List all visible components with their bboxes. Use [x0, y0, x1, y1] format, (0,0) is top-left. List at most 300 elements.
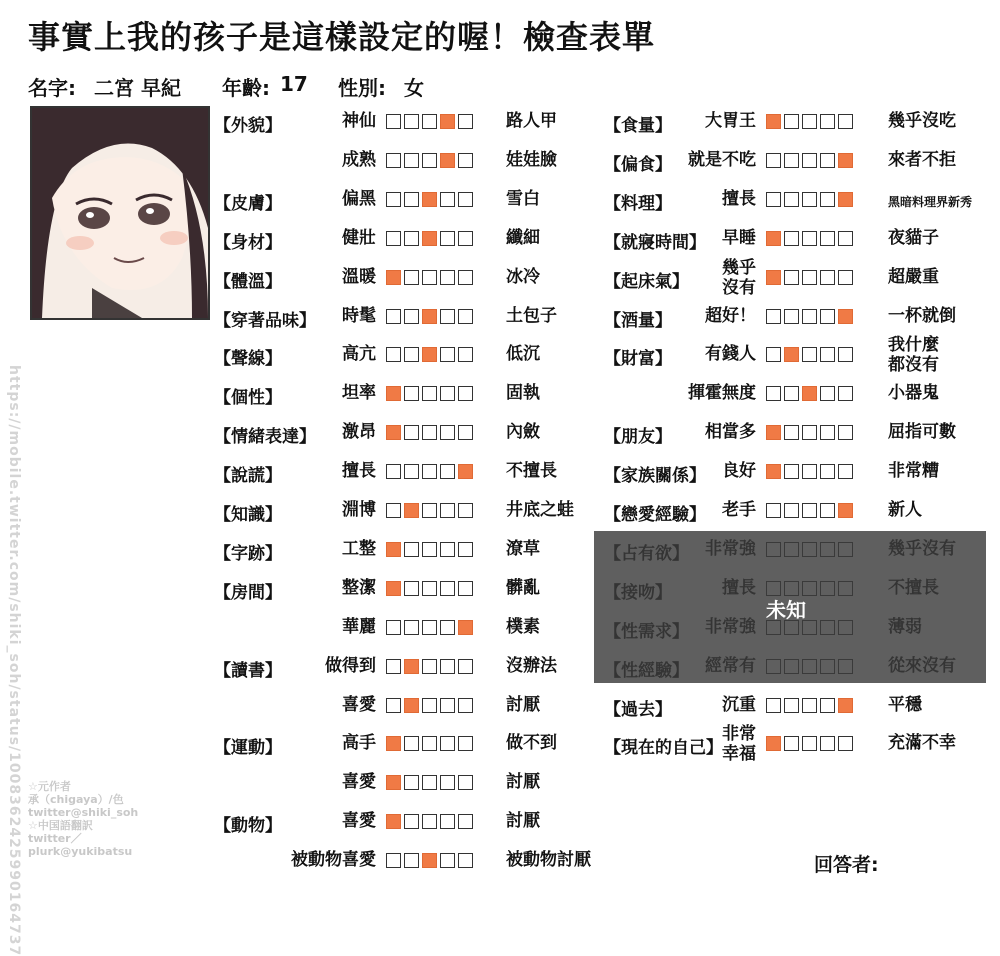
- category-label: 【酒量】: [604, 310, 672, 331]
- left-option-label: 成熟: [342, 149, 376, 170]
- rating-box-selected[interactable]: [422, 853, 437, 868]
- rating-box-selected[interactable]: [458, 620, 473, 635]
- left-option-label: 超好！: [705, 305, 756, 326]
- rating-box[interactable]: [422, 153, 437, 168]
- rating-scale: [766, 192, 853, 207]
- rating-box[interactable]: [784, 503, 799, 518]
- rating-box[interactable]: [440, 581, 455, 596]
- category-label: 【運動】: [214, 738, 282, 759]
- rating-box[interactable]: [458, 503, 473, 518]
- left-option-label: 坦率: [342, 383, 376, 404]
- rating-box-selected[interactable]: [386, 581, 401, 596]
- rating-scale: [766, 425, 853, 440]
- rating-scale: [386, 542, 473, 557]
- right-option-label: 黑暗料理界新秀: [888, 194, 973, 209]
- rating-box[interactable]: [404, 620, 419, 635]
- left-option-label: 大胃王: [705, 111, 756, 131]
- rating-box[interactable]: [458, 114, 473, 129]
- rating-scale: [766, 386, 853, 401]
- left-option-label: 高手: [342, 733, 376, 754]
- rating-box[interactable]: [422, 425, 437, 440]
- rating-box[interactable]: [422, 581, 437, 596]
- rating-box[interactable]: [404, 775, 419, 790]
- left-option-label: 喜愛: [342, 694, 376, 715]
- rating-scale: [386, 581, 473, 596]
- rating-box[interactable]: [766, 309, 781, 324]
- credits: [28, 780, 138, 858]
- character-portrait: [30, 106, 210, 320]
- rating-box[interactable]: [404, 853, 419, 868]
- rating-box-selected[interactable]: [458, 464, 473, 479]
- rating-box-selected[interactable]: [386, 736, 401, 751]
- left-option-label: 早睡: [722, 227, 756, 248]
- rating-box[interactable]: [386, 659, 401, 674]
- rating-box[interactable]: [422, 620, 437, 635]
- left-option-label: 華麗: [342, 616, 376, 637]
- rating-box[interactable]: [458, 736, 473, 751]
- rating-scale: [386, 192, 473, 207]
- right-option-label: 雪白: [506, 188, 540, 209]
- right-option-label: 平穩: [888, 694, 922, 715]
- rating-box[interactable]: [838, 736, 853, 751]
- rating-box[interactable]: [838, 270, 853, 285]
- rating-box[interactable]: [838, 347, 853, 362]
- rating-scale: [386, 620, 473, 635]
- rating-box[interactable]: [386, 309, 401, 324]
- rating-scale: [386, 309, 473, 324]
- rating-box[interactable]: [386, 503, 401, 518]
- rating-box-selected[interactable]: [404, 503, 419, 518]
- rating-box[interactable]: [440, 698, 455, 713]
- source-url-watermark: https://mobile.twitter.com/shiki_soh/status/1008362425990164737: [6, 365, 22, 956]
- right-option-label: 討厭: [506, 694, 540, 715]
- left-option-label: 淵博: [342, 500, 376, 520]
- rating-box[interactable]: [440, 425, 455, 440]
- rating-box-selected[interactable]: [838, 153, 853, 168]
- category-label: 【過去】: [604, 699, 672, 720]
- rating-box[interactable]: [422, 542, 437, 557]
- right-option-label: 非常糟: [888, 461, 939, 482]
- rating-scale: [386, 464, 473, 479]
- rating-box-selected[interactable]: [422, 309, 437, 324]
- left-option-label: 沉重: [722, 694, 756, 715]
- rating-box[interactable]: [440, 775, 455, 790]
- rating-box[interactable]: [802, 736, 817, 751]
- rating-box[interactable]: [440, 309, 455, 324]
- rating-scale: [386, 425, 473, 440]
- rating-box[interactable]: [820, 270, 835, 285]
- credit-line: twitter／: [28, 832, 82, 845]
- right-option-label: 討厭: [506, 811, 540, 832]
- rating-box-selected[interactable]: [766, 425, 781, 440]
- credit-line: 承（chigaya）/色: [28, 793, 124, 806]
- rating-box[interactable]: [766, 153, 781, 168]
- rating-box[interactable]: [440, 386, 455, 401]
- category-label: 【起床氣】: [604, 271, 689, 292]
- right-option-label: 來者不拒: [888, 149, 956, 170]
- rating-scale: [386, 775, 473, 790]
- right-option-label: 髒亂: [506, 577, 540, 598]
- rating-box[interactable]: [802, 192, 817, 207]
- rating-box-selected[interactable]: [838, 192, 853, 207]
- rating-box[interactable]: [422, 114, 437, 129]
- rating-box[interactable]: [386, 698, 401, 713]
- right-option-label: 內斂: [506, 422, 540, 443]
- category-label: 【現在的自己】: [604, 738, 723, 759]
- rating-box-selected[interactable]: [386, 542, 401, 557]
- right-option-label: 不擅長: [506, 461, 557, 482]
- category-label: 【聲線】: [214, 349, 282, 370]
- rating-box[interactable]: [404, 270, 419, 285]
- rating-box[interactable]: [820, 347, 835, 362]
- right-option-label: 沒辦法: [506, 655, 557, 676]
- rating-scale: [386, 698, 473, 713]
- rating-box[interactable]: [784, 114, 799, 129]
- rating-box[interactable]: [404, 231, 419, 246]
- rating-box[interactable]: [458, 309, 473, 324]
- rating-box[interactable]: [458, 814, 473, 829]
- rating-box[interactable]: [820, 153, 835, 168]
- left-option-label: 擅長: [342, 461, 376, 482]
- rating-box[interactable]: [784, 153, 799, 168]
- rating-box[interactable]: [766, 386, 781, 401]
- unknown-label: 未知: [766, 598, 806, 622]
- category-label: 【讀書】: [214, 660, 282, 681]
- left-option-label: 時髦: [342, 305, 376, 326]
- category-label: 【動物】: [214, 816, 282, 837]
- rating-box[interactable]: [386, 153, 401, 168]
- rating-box[interactable]: [458, 659, 473, 674]
- rating-box[interactable]: [802, 231, 817, 246]
- page-title: 事實上我的孩子是這樣設定的喔！檢查表單: [28, 18, 656, 56]
- left-option-label: 工整: [342, 538, 376, 559]
- rating-box-selected[interactable]: [386, 775, 401, 790]
- rating-scale: [766, 114, 853, 129]
- category-label: 【情緒表達】: [214, 427, 316, 448]
- rating-box-selected[interactable]: [440, 153, 455, 168]
- category-label: 【皮膚】: [214, 193, 282, 214]
- right-option-label: 我什麼 都沒有: [888, 335, 939, 376]
- rating-box[interactable]: [422, 736, 437, 751]
- rating-box[interactable]: [802, 503, 817, 518]
- rating-box[interactable]: [820, 192, 835, 207]
- rating-box[interactable]: [838, 231, 853, 246]
- right-option-label: 屈指可數: [888, 422, 956, 443]
- rating-box[interactable]: [820, 736, 835, 751]
- right-option-label: 夜貓子: [888, 227, 939, 248]
- rating-box[interactable]: [458, 231, 473, 246]
- rating-box[interactable]: [440, 853, 455, 868]
- rating-box[interactable]: [386, 620, 401, 635]
- rating-box[interactable]: [458, 775, 473, 790]
- rating-box[interactable]: [784, 192, 799, 207]
- rating-box[interactable]: [404, 309, 419, 324]
- rating-box-selected[interactable]: [802, 386, 817, 401]
- rating-scale: [766, 270, 853, 285]
- rating-box[interactable]: [458, 698, 473, 713]
- credit-line: twitter@shiki_soh: [28, 806, 139, 819]
- rating-box[interactable]: [422, 659, 437, 674]
- rating-box[interactable]: [440, 464, 455, 479]
- rating-scale: [386, 153, 473, 168]
- rating-box[interactable]: [404, 153, 419, 168]
- left-option-label: 擅長: [722, 188, 756, 209]
- rating-box[interactable]: [820, 309, 835, 324]
- rating-box[interactable]: [784, 386, 799, 401]
- rating-box[interactable]: [458, 581, 473, 596]
- left-option-label: 幾乎 沒有: [722, 257, 756, 298]
- rating-box[interactable]: [458, 425, 473, 440]
- category-label: 【偏食】: [604, 154, 672, 175]
- rating-scale: [766, 231, 853, 246]
- rating-box[interactable]: [422, 775, 437, 790]
- rating-box[interactable]: [404, 542, 419, 557]
- rating-box-selected[interactable]: [386, 814, 401, 829]
- name-value: 二宮 早紀: [94, 76, 181, 100]
- rating-box-selected[interactable]: [422, 192, 437, 207]
- left-option-label: 喜愛: [342, 811, 376, 832]
- rating-box[interactable]: [440, 736, 455, 751]
- rating-scale: [386, 736, 473, 751]
- rating-box[interactable]: [802, 270, 817, 285]
- rating-scale: [766, 503, 853, 518]
- rating-box[interactable]: [820, 698, 835, 713]
- left-option-label: 良好: [722, 461, 756, 482]
- rating-box[interactable]: [422, 503, 437, 518]
- rating-box-selected[interactable]: [404, 659, 419, 674]
- rating-box[interactable]: [838, 464, 853, 479]
- right-option-label: 充滿不幸: [888, 733, 956, 754]
- right-option-label: 固執: [506, 383, 540, 404]
- rating-box[interactable]: [404, 386, 419, 401]
- right-option-label: 一杯就倒: [888, 305, 956, 326]
- rating-box[interactable]: [458, 542, 473, 557]
- rating-box[interactable]: [838, 114, 853, 129]
- rating-scale: [386, 114, 473, 129]
- answerer-label: 回答者:: [814, 854, 879, 876]
- rating-scale: [386, 814, 473, 829]
- rating-scale: [766, 698, 853, 713]
- rating-box[interactable]: [404, 425, 419, 440]
- left-option-label: 激昂: [342, 422, 376, 443]
- rating-box[interactable]: [802, 698, 817, 713]
- rating-box[interactable]: [820, 503, 835, 518]
- name-label: 名字:: [28, 76, 76, 100]
- rating-box[interactable]: [404, 347, 419, 362]
- rating-box[interactable]: [404, 114, 419, 129]
- rating-box[interactable]: [784, 309, 799, 324]
- left-option-label: 高亢: [342, 344, 376, 365]
- right-option-label: 小器鬼: [888, 383, 939, 404]
- rating-box[interactable]: [386, 853, 401, 868]
- rating-box[interactable]: [440, 270, 455, 285]
- category-label: 【外貌】: [214, 116, 282, 136]
- rating-box-selected[interactable]: [784, 347, 799, 362]
- rating-box[interactable]: [422, 464, 437, 479]
- rating-box[interactable]: [386, 347, 401, 362]
- rating-scale: [766, 464, 853, 479]
- rating-box[interactable]: [766, 698, 781, 713]
- rating-box[interactable]: [422, 814, 437, 829]
- right-option-label: 做不到: [506, 733, 557, 754]
- category-label: 【房間】: [214, 582, 282, 603]
- category-label: 【食量】: [604, 116, 672, 136]
- rating-scale: [386, 231, 473, 246]
- right-option-label: 低沉: [506, 344, 540, 365]
- left-option-label: 老手: [722, 500, 756, 520]
- left-option-label: 做得到: [325, 655, 376, 676]
- rating-box[interactable]: [440, 192, 455, 207]
- rating-box[interactable]: [784, 736, 799, 751]
- category-label: 【字跡】: [214, 543, 282, 564]
- rating-box-selected[interactable]: [422, 231, 437, 246]
- rating-box[interactable]: [820, 464, 835, 479]
- rating-box-selected[interactable]: [838, 698, 853, 713]
- rating-box[interactable]: [820, 231, 835, 246]
- rating-scale: [386, 659, 473, 674]
- category-label: 【個性】: [214, 388, 282, 409]
- rating-scale: [766, 153, 853, 168]
- rating-scale: [766, 736, 853, 751]
- rating-box[interactable]: [784, 231, 799, 246]
- rating-box[interactable]: [802, 309, 817, 324]
- rating-box[interactable]: [386, 192, 401, 207]
- rating-box[interactable]: [766, 347, 781, 362]
- right-option-label: 冰冷: [506, 266, 540, 287]
- rating-box[interactable]: [440, 231, 455, 246]
- rating-box[interactable]: [784, 464, 799, 479]
- rating-box[interactable]: [440, 659, 455, 674]
- category-label: 【戀愛經驗】: [604, 505, 706, 525]
- character-illustration: [32, 108, 208, 318]
- rating-box[interactable]: [440, 503, 455, 518]
- rating-box[interactable]: [404, 736, 419, 751]
- right-option-label: 討厭: [506, 772, 540, 793]
- left-option-label: 就是不吃: [688, 149, 756, 170]
- rating-box[interactable]: [422, 386, 437, 401]
- rating-box[interactable]: [820, 114, 835, 129]
- rating-box[interactable]: [404, 814, 419, 829]
- rating-box[interactable]: [458, 153, 473, 168]
- category-label: 【知識】: [214, 505, 282, 525]
- age-label: 年齡:: [222, 76, 270, 100]
- rating-box[interactable]: [422, 270, 437, 285]
- rating-box[interactable]: [458, 270, 473, 285]
- right-option-label: 被動物討厭: [506, 850, 591, 871]
- credit-line: plurk@yukibatsu: [28, 845, 133, 858]
- right-option-label: 樸素: [506, 616, 540, 637]
- left-option-label: 非常 幸福: [722, 724, 756, 765]
- right-option-label: 新人: [888, 500, 922, 520]
- age-value: 17: [280, 72, 308, 96]
- rating-box-selected[interactable]: [766, 270, 781, 285]
- rating-scale: [766, 347, 853, 362]
- rating-box-selected[interactable]: [422, 347, 437, 362]
- rating-box[interactable]: [802, 114, 817, 129]
- rating-box[interactable]: [802, 464, 817, 479]
- category-label: 【料理】: [604, 193, 672, 214]
- rating-box[interactable]: [784, 270, 799, 285]
- rating-box[interactable]: [386, 464, 401, 479]
- left-option-label: 溫暖: [342, 266, 376, 287]
- right-option-label: 土包子: [506, 305, 557, 326]
- rating-scale: [386, 347, 473, 362]
- right-option-label: 路人甲: [506, 111, 557, 131]
- category-label: 【財富】: [604, 349, 672, 370]
- rating-box[interactable]: [766, 503, 781, 518]
- category-label: 【身材】: [214, 232, 282, 253]
- category-label: 【家族關係】: [604, 466, 706, 487]
- rating-box[interactable]: [458, 192, 473, 207]
- rating-box-selected[interactable]: [386, 386, 401, 401]
- rating-box-selected[interactable]: [766, 736, 781, 751]
- rating-box[interactable]: [440, 814, 455, 829]
- right-option-label: 井底之蛙: [506, 500, 574, 520]
- rating-scale: [386, 386, 473, 401]
- right-option-label: 潦草: [506, 538, 540, 559]
- rating-box[interactable]: [820, 386, 835, 401]
- rating-box-selected[interactable]: [838, 309, 853, 324]
- right-option-label: 娃娃臉: [506, 149, 557, 170]
- rating-box-selected[interactable]: [404, 698, 419, 713]
- rating-box[interactable]: [838, 425, 853, 440]
- left-option-label: 偏黑: [342, 188, 376, 209]
- rating-box[interactable]: [404, 581, 419, 596]
- rating-scale: [766, 309, 853, 324]
- rating-box[interactable]: [784, 425, 799, 440]
- category-label: 【體溫】: [214, 271, 282, 292]
- rating-box[interactable]: [766, 192, 781, 207]
- rating-box-selected[interactable]: [766, 231, 781, 246]
- left-option-label: 相當多: [705, 422, 756, 443]
- rating-box[interactable]: [802, 347, 817, 362]
- rating-box-selected[interactable]: [766, 114, 781, 129]
- right-option-label: 超嚴重: [888, 266, 939, 287]
- rating-box[interactable]: [458, 853, 473, 868]
- rating-box[interactable]: [458, 386, 473, 401]
- rating-box[interactable]: [802, 425, 817, 440]
- rating-box[interactable]: [838, 386, 853, 401]
- rating-box[interactable]: [440, 347, 455, 362]
- rating-box-selected[interactable]: [386, 270, 401, 285]
- rating-box-selected[interactable]: [838, 503, 853, 518]
- rating-box[interactable]: [386, 231, 401, 246]
- rating-box[interactable]: [440, 542, 455, 557]
- rating-box[interactable]: [440, 620, 455, 635]
- left-option-label: 被動物喜愛: [291, 850, 376, 871]
- category-label: 【就寢時間】: [604, 232, 706, 253]
- rating-box[interactable]: [784, 698, 799, 713]
- rating-box[interactable]: [386, 114, 401, 129]
- rating-box[interactable]: [820, 425, 835, 440]
- category-label: 【說謊】: [214, 466, 282, 487]
- rating-box[interactable]: [404, 192, 419, 207]
- rating-box-selected[interactable]: [440, 114, 455, 129]
- left-option-label: 神仙: [342, 111, 376, 131]
- left-option-label: 整潔: [342, 577, 376, 598]
- credit-line: ☆中国語翻訳: [28, 819, 93, 832]
- category-label: 【朋友】: [604, 427, 672, 448]
- rating-box[interactable]: [458, 347, 473, 362]
- rating-scale: [386, 853, 473, 868]
- rating-box[interactable]: [802, 153, 817, 168]
- rating-box-selected[interactable]: [766, 464, 781, 479]
- rating-box[interactable]: [422, 698, 437, 713]
- left-option-label: 揮霍無度: [688, 383, 756, 404]
- rating-box-selected[interactable]: [386, 425, 401, 440]
- rating-box[interactable]: [404, 464, 419, 479]
- credit-line: ☆元作者: [28, 780, 71, 793]
